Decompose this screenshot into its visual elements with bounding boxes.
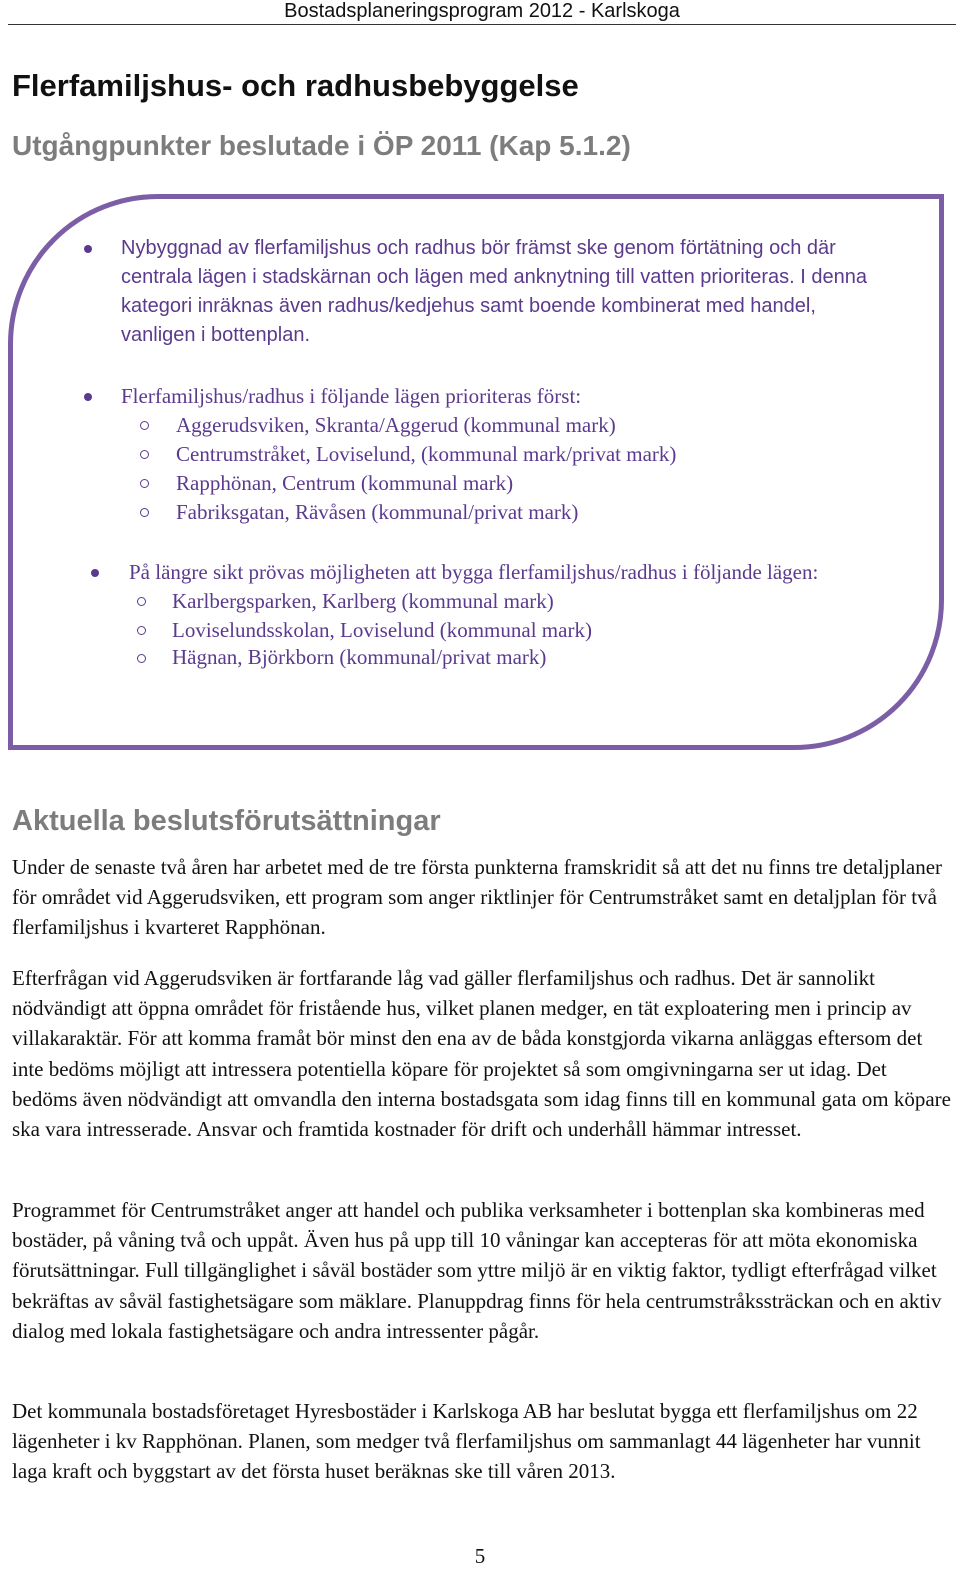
callout-bullet-1-line: centrala lägen i stadskärnan och lägen med anknytning till vatten prioriteras. I denna: [121, 266, 868, 288]
callout-bullet-2: Flerfamiljshus/radhus i följande lägen prioriteras först:: [121, 384, 582, 408]
sub-bullet-ring: [140, 479, 149, 488]
page-number: 5: [474, 1544, 486, 1568]
callout-bullet-1-line: kategori inräknas även radhus/kedjehus samt boende kombinerat med handel,: [121, 295, 816, 317]
callout-bullet-1: [121, 234, 921, 350]
callout-bullet-1-line: vanligen i bottenplan.: [121, 324, 311, 346]
section-title: Flerfamiljshus- och radhusbebyggelse: [12, 68, 579, 103]
body-paragraph: Under de senaste två åren har arbetet med de tre första punkterna framskridit så att det nu finns tre detaljplaner för området vid Aggerudsviken, ett program som anger riktlinjer för Centrumstråket samt en detaljplan för två flerfamiljshus i kvarteret Rapphönan.: [12, 855, 943, 940]
bullet-dot: [84, 393, 92, 401]
body-paragraph: Det kommunala bostadsföretaget Hyresbostäder i Karlskoga AB har beslutat bygga ett flerfamiljshus om 22 lägenheter i kv Rapphönan. Planen, som medger två flerfamiljshus om sammanlagt 44 lägenheter har vunnit laga kraft och byggstart av det första huset beräknas ske till våren 2013.: [12, 1399, 921, 1484]
body-paragraph: Efterfrågan vid Aggerudsviken är fortfarande låg vad gäller flerfamiljshus och radhus. Det är sannolikt nödvändigt att öppna området för fristående hus, vilket planen medger, en tät exploatering men i princip av villakaraktär. För att komma framåt bör minst den ena av de båda konstgjorda vikarna anläggas eftersom det inte bedöms möjligt att intressera potentiella köpare för projektet så som omgivningarna ser ut idag. Det bedöms även nödvändigt att omvandla den interna bostadsgata som idag finns till en kommunal gata om köpare ska vara intresserade. Ansvar och framtida kostnader för drift och underhåll hämmar intresset.: [12, 966, 951, 1142]
section-subtitle: Utgångpunkter beslutade i ÖP 2011 (Kap 5.1.2): [12, 130, 631, 161]
long-term-location-item: Karlbergsparken, Karlberg (kommunal mark): [172, 589, 554, 613]
sub-bullet-ring: [140, 508, 149, 517]
sub-bullet-ring: [137, 597, 146, 606]
priority-location-item: Centrumstråket, Loviselund, (kommunal mark/privat mark): [176, 442, 677, 466]
sub-bullet-ring: [137, 654, 146, 663]
sub-bullet-ring: [140, 450, 149, 459]
decisions-heading: Aktuella beslutsförutsättningar: [12, 805, 441, 837]
bullet-dot: [91, 569, 99, 577]
long-term-location-item: Hägnan, Björkborn (kommunal/privat mark): [172, 645, 547, 669]
priority-location-item: Rapphönan, Centrum (kommunal mark): [176, 471, 514, 495]
sub-bullet-ring: [137, 626, 146, 635]
priority-location-item: Fabriksgatan, Rävåsen (kommunal/privat mark): [176, 500, 579, 524]
long-term-location-item: Loviselundsskolan, Loviselund (kommunal mark): [172, 618, 592, 642]
body-paragraph: Programmet för Centrumstråket anger att handel och publika verksamheter i bottenplan ska kombineras med bostäder, på våning två och uppåt. Även hus på upp till 10 våningar kan accepteras för att möta ekonomiska förutsättningar. Full tillgänglighet i såväl bostäder som yttre miljö är en viktig faktor, tydligt efterfrågad vilket bekräftas av såväl fastighetsägare som mäklare. Planuppdrag finns för hela centrumstråkssträckan och en aktiv dialog med lokala fastighetsägare och andra intressenter pågår.: [12, 1198, 942, 1343]
bullet-dot: [84, 245, 92, 253]
callout-bullet-3: På längre sikt prövas möjligheten att bygga flerfamiljshus/radhus i följande lägen:: [129, 560, 819, 584]
callout-bullet-1-line: Nybyggnad av flerfamiljshus och radhus bör främst ske genom förtätning och där: [121, 237, 836, 259]
priority-location-item: Aggerudsviken, Skranta/Aggerud (kommunal mark): [176, 413, 616, 437]
running-header: Bostadsplaneringsprogram 2012 - Karlskoga: [8, 0, 956, 25]
sub-bullet-ring: [140, 421, 149, 430]
